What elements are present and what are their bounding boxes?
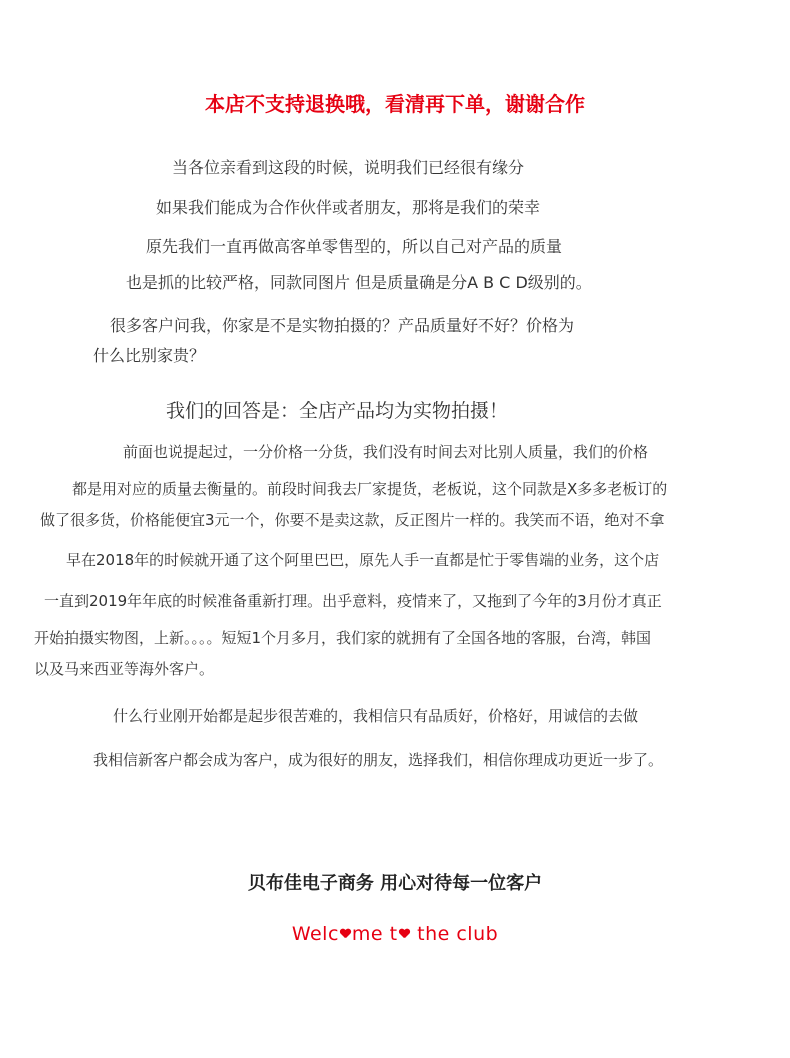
- body-line-9: 我相信新客户都会成为客户，成为很好的朋友，选择我们，相信你理成功更近一步了。: [93, 751, 664, 769]
- body-line-1: 前面也说提起过，一分价格一分货，我们没有时间去对比别人质量，我们的价格: [123, 443, 649, 461]
- club-text-1: Welc: [291, 923, 339, 945]
- intro-line-6: 什么比别家贵？: [93, 346, 206, 365]
- heart-icon: [399, 929, 410, 940]
- answer-heading: 我们的回答是：全店产品均为实物拍摄！: [166, 400, 509, 422]
- body-line-2: 都是用对应的质量去衡量的。前段时间我去厂家提货，老板说，这个同款是X多多老板订的: [72, 480, 668, 498]
- body-line-8: 什么行业刚开始都是起步很苦难的，我相信只有品质好，价格好，用诚信的去做: [113, 707, 639, 725]
- body-line-6: 开始拍摄实物图，上新。。。。短短1个月多月，我们家的就拥有了全国各地的客服，台湾，韩国: [34, 629, 652, 647]
- body-line-4: 早在2018年的时候就开通了这个阿里巴巴，原先人手一直都是忙于零售端的业务，这个店: [66, 551, 660, 569]
- club-text-2: me t: [351, 923, 398, 945]
- intro-line-5: 很多客户问我，你家是不是实物拍摄的？产品质量好不好？价格为: [110, 316, 575, 335]
- intro-line-2: 如果我们能成为合作伙伴或者朋友，那将是我们的荣幸: [156, 198, 541, 217]
- body-line-7: 以及马来西亚等海外客户。: [34, 660, 215, 678]
- welcome-club-slogan: [0, 922, 790, 946]
- signature: 贝布佳电子商务 用心对待每一位客户: [247, 873, 543, 894]
- club-text-3: the club: [410, 923, 499, 945]
- intro-line-3: 原先我们一直再做高客单零售型的，所以自己对产品的质量: [146, 237, 563, 256]
- notice-headline: 本店不支持退换哦，看清再下单，谢谢合作: [205, 92, 585, 116]
- intro-line-1: 当各位亲看到这段的时候，说明我们已经很有缘分: [172, 158, 525, 177]
- heart-icon: [340, 929, 351, 940]
- body-line-5: 一直到2019年年底的时候准备重新打理。出乎意料，疫情来了，又拖到了今年的3月份才真正: [44, 592, 662, 610]
- body-line-3: 做了很多货，价格能便宜3元一个，你要不是卖这款，反正图片一样的。我笑而不语，绝对不拿: [40, 511, 665, 529]
- intro-line-4: 也是抓的比较严格，同款同图片 但是质量确是分A B C D级别的。: [126, 273, 592, 292]
